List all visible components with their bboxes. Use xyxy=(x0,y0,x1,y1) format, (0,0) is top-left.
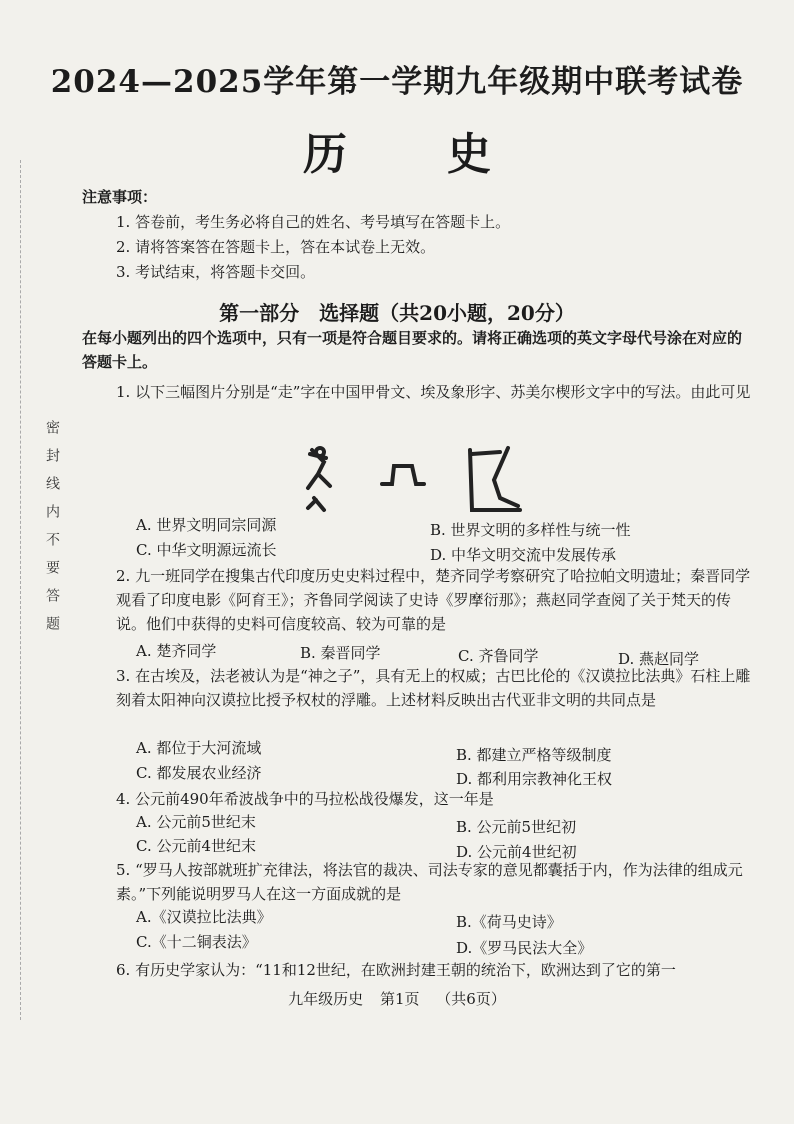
seal-dashed-line xyxy=(20,160,22,1020)
page-footer xyxy=(0,988,794,1009)
question-5-stem: 5. “罗马人按部就班扩充律法，将法官的裁决、司法专家的意见都囊括于内，作为法律的组成元素。”下列能说明罗马人在这一方面成就的是 xyxy=(116,861,743,903)
q4-option-d[interactable]: D. 公元前4世纪初 xyxy=(456,843,577,861)
q2-option-b[interactable]: B. 秦晋同学 xyxy=(300,644,381,662)
q5-option-c[interactable]: C.《十二铜表法》 xyxy=(136,933,257,951)
question-4-stem: 4. 公元前490年希波战争中的马拉松战役爆发，这一年是 xyxy=(116,790,494,808)
oracle-bone-glyph xyxy=(308,448,330,510)
q4-option-b[interactable]: B. 公元前5世纪初 xyxy=(456,818,577,836)
q3-option-d[interactable]: D. 都利用宗教神化王权 xyxy=(456,770,613,788)
note-item: 2. 请将答案答在答题卡上，答在本试卷上无效。 xyxy=(116,238,436,256)
sumerian-glyph xyxy=(470,448,520,510)
question-6-stem: 6. 有历史学家认为：“11和12世纪，在欧洲封建王朝的统治下，欧洲达到了它的第一 xyxy=(116,961,676,979)
q5-option-b[interactable]: B.《荷马史诗》 xyxy=(456,913,562,931)
question-3-stem: 3. 在古埃及，法老被认为是“神之子”，具有无上的权威；古巴比伦的《汉谟拉比法典》石柱上雕刻着太阳神向汉谟拉比授予权杖的浮雕。上述材料反映出古代亚非文明的共同点是 xyxy=(116,667,751,709)
q2-option-c[interactable]: C. 齐鲁同学 xyxy=(458,647,539,665)
q4-option-a[interactable]: A. 公元前5世纪末 xyxy=(136,813,256,831)
q2-option-d[interactable]: D. 燕赵同学 xyxy=(618,650,700,668)
q3-option-a[interactable]: A. 都位于大河流域 xyxy=(136,739,262,757)
notes-list xyxy=(116,210,510,285)
note-item: 1. 答卷前，考生务必将自己的姓名、考号填写在答题卡上。 xyxy=(116,213,511,231)
footer-page: 第1页 xyxy=(379,990,420,1008)
question-2-stem: 2. 九一班同学在搜集古代印度历史史料过程中，楚齐同学考察研究了哈拉帕文明遗址；秦晋同学观看了印度电影《阿育王》；齐鲁同学阅读了史诗《罗摩衍那》；燕赵同学查阅了关于梵天的传说。他们中获得的史料可信度较高、较为可靠的是 xyxy=(116,567,751,633)
q3-option-b[interactable]: B. 都建立严格等级制度 xyxy=(456,746,612,764)
footer-subject: 九年级历史 xyxy=(288,990,364,1008)
q1-option-a[interactable]: A. 世界文明同宗同源 xyxy=(136,516,277,534)
q4-option-c[interactable]: C. 公元前4世纪末 xyxy=(136,837,257,855)
seal-line-notice: 密封线内不要答题 xyxy=(44,420,60,644)
q2-option-a[interactable]: A. 楚齐同学 xyxy=(136,642,217,660)
q1-option-b[interactable]: B. 世界文明的多样性与统一性 xyxy=(430,521,631,539)
egyptian-glyph xyxy=(382,466,424,484)
part1-instructions: 在每小题列出的四个选项中，只有一项是符合题目要求的。请将正确选项的英文字母代号涂在对应的答题卡上。 xyxy=(82,329,743,371)
note-item: 3. 考试结束，将答题卡交回。 xyxy=(116,263,316,281)
q5-option-a[interactable]: A.《汉谟拉比法典》 xyxy=(136,908,272,926)
exam-title: 2024—2025学年第一学期九年级期中联考试卷 xyxy=(50,64,744,100)
footer-total: （共6页） xyxy=(436,990,506,1008)
q5-option-d[interactable]: D.《罗马民法大全》 xyxy=(456,939,593,957)
question-1-stem: 1. 以下三幅图片分别是“走”字在中国甲骨文、埃及象形字、苏美尔楔形文字中的写法。由此可见 xyxy=(116,383,751,401)
q1-option-c[interactable]: C. 中华文明源远流长 xyxy=(136,541,277,559)
walk-character-glyphs xyxy=(290,440,530,520)
part1-heading: 第一部分 选择题（共20小题，20分） xyxy=(219,301,575,325)
q1-option-d[interactable]: D. 中华文明交流中发展传承 xyxy=(430,546,617,564)
notes-heading: 注意事项： xyxy=(82,188,158,206)
q3-option-c[interactable]: C. 都发展农业经济 xyxy=(136,764,262,782)
subject-title: 历史 xyxy=(303,129,591,180)
